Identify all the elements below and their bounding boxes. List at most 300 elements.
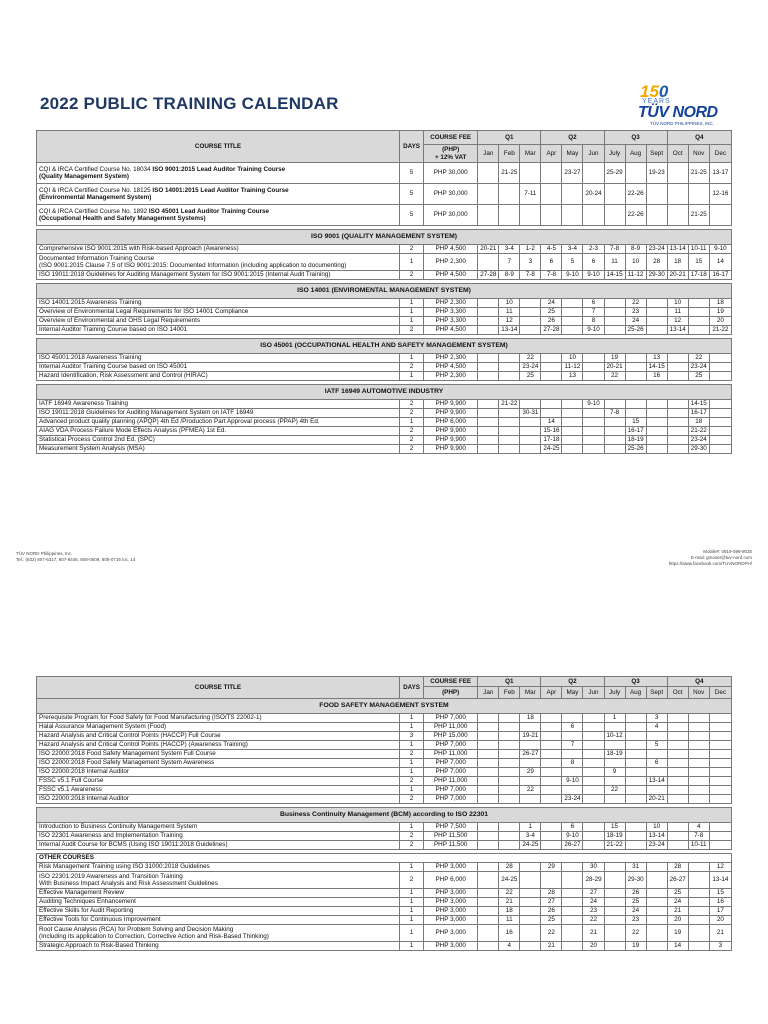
schedule-cell: 24-25: [499, 872, 520, 889]
schedule-cell: [667, 832, 688, 841]
course-title-text: Internal Auditor Training Course based on ISO 45001: [39, 363, 188, 371]
course-row: [37, 317, 732, 326]
schedule-cell: 15: [709, 889, 731, 898]
course-title-text: ISO 19011:2018 Guidelines for Auditing Management System on IATF 16949: [39, 409, 254, 417]
schedule-cell: [562, 184, 583, 205]
days-cell: 1: [400, 354, 424, 363]
schedule-cell: 23: [625, 308, 646, 317]
schedule-cell: [646, 317, 667, 326]
schedule-cell: [499, 750, 520, 759]
schedule-cell: [499, 759, 520, 768]
course-row: [37, 759, 732, 768]
course-title-line2: (ISO 9001:2015 Clause 7.5 of ISO 9001:2015: Documented Information (including application to documenting): [39, 262, 347, 269]
month-header: Dec: [709, 145, 731, 163]
schedule-cell: 22: [520, 786, 541, 795]
days-cell: 2: [400, 409, 424, 418]
course-title-cell: [37, 254, 400, 271]
schedule-cell: [604, 418, 625, 427]
schedule-cell: 18-19: [625, 436, 646, 445]
schedule-cell: [541, 205, 562, 226]
days-cell: 1: [400, 863, 424, 872]
schedule-cell: [541, 768, 562, 777]
schedule-cell: 25: [688, 372, 709, 381]
schedule-cell: 8: [562, 759, 583, 768]
course-title-text: CQI & IRCA Certified Course No. 18125: [39, 186, 153, 194]
fee-cell: PHP 11,500: [424, 841, 478, 850]
month-header: Apr: [541, 687, 562, 699]
schedule-cell: 23-27: [562, 163, 583, 184]
schedule-cell: [583, 418, 604, 427]
schedule-cell: [604, 445, 625, 454]
schedule-cell: [646, 872, 667, 889]
schedule-cell: 11: [499, 916, 520, 925]
schedule-cell: [499, 354, 520, 363]
schedule-cell: [709, 732, 731, 741]
course-row: [37, 872, 732, 889]
course-title-cell: [37, 205, 400, 226]
schedule-cell: [709, 795, 731, 804]
schedule-cell: [583, 786, 604, 795]
course-title-text: IATF 16949 Awareness Training: [39, 400, 129, 408]
course-row: [37, 363, 732, 372]
course-title-text: Auditing Techniques Enhancement: [39, 898, 136, 906]
schedule-cell: [604, 326, 625, 335]
schedule-cell: [604, 942, 625, 951]
days-header: DAYS: [400, 677, 424, 699]
schedule-cell: [499, 777, 520, 786]
schedule-cell: [688, 732, 709, 741]
course-title-cell: [37, 714, 400, 723]
schedule-cell: 7-8: [688, 832, 709, 841]
schedule-cell: 19: [625, 942, 646, 951]
schedule-cell: [583, 841, 604, 850]
course-row: [37, 786, 732, 795]
fee-cell: PHP 3,000: [424, 889, 478, 898]
schedule-cell: [520, 163, 541, 184]
schedule-cell: [667, 723, 688, 732]
schedule-cell: 9-10: [583, 271, 604, 280]
schedule-cell: [562, 786, 583, 795]
section-header-row: [37, 284, 732, 299]
schedule-cell: 24: [583, 898, 604, 907]
schedule-cell: [562, 750, 583, 759]
days-cell: 1: [400, 768, 424, 777]
schedule-cell: 20-21: [604, 363, 625, 372]
schedule-cell: 3: [520, 254, 541, 271]
course-title-text: Measurement System Analysis (MSA): [39, 445, 145, 453]
month-header: Feb: [499, 145, 520, 163]
schedule-cell: [478, 184, 499, 205]
schedule-cell: [604, 400, 625, 409]
schedule-cell: [583, 832, 604, 841]
course-row: [37, 795, 732, 804]
schedule-cell: [478, 317, 499, 326]
schedule-cell: [667, 445, 688, 454]
month-header: Nov: [688, 145, 709, 163]
schedule-cell: [562, 317, 583, 326]
fee-cell: PHP 7,000: [424, 759, 478, 768]
fee-cell: PHP 3,000: [424, 942, 478, 951]
schedule-cell: [646, 898, 667, 907]
month-header: Dec: [709, 687, 731, 699]
schedule-cell: [562, 863, 583, 872]
schedule-cell: [604, 205, 625, 226]
course-title-text: ISO 22000:2018 Food Safety Management System Awareness: [39, 759, 215, 767]
schedule-cell: [499, 723, 520, 732]
schedule-cell: 9-10: [562, 777, 583, 786]
schedule-cell: [709, 205, 731, 226]
course-row: [37, 768, 732, 777]
schedule-cell: 13-14: [499, 326, 520, 335]
footer-facebook-link[interactable]: https://www.facebook.com/TUVNORDPH/: [668, 561, 752, 566]
schedule-cell: [625, 372, 646, 381]
course-title-text: AIAG VDA Process Failure Mode Effects Analysis (PFMEA) 1st Ed.: [39, 427, 227, 435]
month-header: Aug: [625, 145, 646, 163]
schedule-cell: [520, 907, 541, 916]
fee-cell: PHP 30,000: [424, 163, 478, 184]
fee-cell: PHP 30,000: [424, 184, 478, 205]
days-cell: 2: [400, 777, 424, 786]
schedule-cell: 12: [709, 863, 731, 872]
schedule-cell: [709, 400, 731, 409]
schedule-cell: [688, 863, 709, 872]
schedule-cell: [478, 308, 499, 317]
course-title-cell: [37, 418, 400, 427]
course-title-cell: [37, 400, 400, 409]
fee-cell: PHP 3,000: [424, 907, 478, 916]
days-cell: 1: [400, 823, 424, 832]
course-row: [37, 308, 732, 317]
schedule-cell: [562, 768, 583, 777]
schedule-cell: 27-28: [541, 326, 562, 335]
schedule-cell: 9-10: [562, 832, 583, 841]
schedule-cell: [541, 732, 562, 741]
schedule-cell: 25-29: [604, 163, 625, 184]
schedule-cell: [478, 409, 499, 418]
days-header: DAYS: [400, 131, 424, 163]
schedule-cell: 6: [646, 759, 667, 768]
course-title-cell: [37, 750, 400, 759]
schedule-cell: 7-8: [541, 271, 562, 280]
course-title-cell: [37, 163, 400, 184]
schedule-cell: [478, 841, 499, 850]
days-cell: 2: [400, 400, 424, 409]
schedule-cell: 7-11: [520, 184, 541, 205]
schedule-cell: [688, 898, 709, 907]
schedule-cell: 21: [583, 925, 604, 942]
schedule-cell: [604, 795, 625, 804]
schedule-cell: 21-25: [688, 205, 709, 226]
course-title-cell: [37, 872, 400, 889]
days-cell: 2: [400, 795, 424, 804]
schedule-cell: [688, 741, 709, 750]
schedule-cell: [688, 768, 709, 777]
schedule-cell: 21: [499, 898, 520, 907]
schedule-cell: [562, 942, 583, 951]
schedule-cell: 13-14: [667, 245, 688, 254]
course-title-cell: [37, 372, 400, 381]
course-row: [37, 445, 732, 454]
schedule-cell: [583, 741, 604, 750]
schedule-cell: [478, 714, 499, 723]
schedule-cell: 20-21: [667, 271, 688, 280]
schedule-cell: 17-18: [541, 436, 562, 445]
course-title-text: Halal Assurance Management System (Food): [39, 723, 167, 731]
schedule-cell: 1: [520, 823, 541, 832]
schedule-cell: [667, 418, 688, 427]
course-title-cell: [37, 889, 400, 898]
fee-cell: PHP 15,000: [424, 732, 478, 741]
schedule-cell: [520, 741, 541, 750]
course-title-cell: [37, 427, 400, 436]
schedule-cell: 7-8: [604, 245, 625, 254]
schedule-cell: [478, 889, 499, 898]
section-title: ISO 45001 (OCCUPATIONAL HEALTH AND SAFETY MANAGEMENT SYSTEM): [37, 339, 732, 354]
course-title-text: Strategic Approach to Risk-Based Thinking: [39, 942, 159, 950]
course-title-cell: [37, 354, 400, 363]
schedule-cell: 25: [625, 898, 646, 907]
schedule-cell: [667, 786, 688, 795]
schedule-cell: 2-3: [583, 245, 604, 254]
schedule-cell: [562, 889, 583, 898]
schedule-cell: [499, 372, 520, 381]
fee-cell: PHP 4,500: [424, 245, 478, 254]
schedule-cell: 24-25: [520, 841, 541, 850]
schedule-cell: [688, 299, 709, 308]
schedule-cell: [583, 409, 604, 418]
schedule-cell: 6: [562, 723, 583, 732]
schedule-cell: 6: [583, 254, 604, 271]
fee-cell: PHP 9,900: [424, 436, 478, 445]
schedule-cell: 19-23: [646, 163, 667, 184]
footer-email[interactable]: E-mail: gmoser@tuv-nord.com: [690, 555, 752, 560]
schedule-cell: [520, 759, 541, 768]
schedule-cell: 18: [709, 299, 731, 308]
schedule-cell: [709, 750, 731, 759]
schedule-cell: [625, 409, 646, 418]
course-title-text: Overview of Environmental Legal Requirements for ISO 14001 Compliance: [39, 308, 249, 316]
schedule-cell: [604, 723, 625, 732]
schedule-cell: 23: [625, 916, 646, 925]
schedule-cell: [499, 427, 520, 436]
schedule-cell: [499, 363, 520, 372]
fee-cell: PHP 2,300: [424, 299, 478, 308]
schedule-cell: [541, 872, 562, 889]
schedule-cell: 29-30: [688, 445, 709, 454]
month-header: Jan: [478, 145, 499, 163]
course-title-cell: [37, 907, 400, 916]
schedule-cell: [688, 925, 709, 942]
fee-cell: PHP 7,000: [424, 795, 478, 804]
course-title-cell: [37, 436, 400, 445]
fee-cell: PHP 3,000: [424, 863, 478, 872]
days-cell: 2: [400, 750, 424, 759]
schedule-cell: [709, 427, 731, 436]
schedule-cell: 14-15: [604, 271, 625, 280]
days-cell: 1: [400, 317, 424, 326]
schedule-cell: [583, 354, 604, 363]
schedule-cell: 3: [709, 942, 731, 951]
schedule-cell: 15: [625, 418, 646, 427]
schedule-cell: [688, 759, 709, 768]
schedule-cell: 22: [604, 786, 625, 795]
schedule-cell: [583, 768, 604, 777]
schedule-cell: 3: [646, 714, 667, 723]
schedule-cell: [667, 184, 688, 205]
schedule-cell: [646, 427, 667, 436]
schedule-cell: [604, 872, 625, 889]
schedule-cell: [583, 436, 604, 445]
schedule-cell: 24: [541, 299, 562, 308]
fee-header-line1: COURSE FEE: [424, 131, 478, 145]
schedule-cell: [541, 714, 562, 723]
schedule-cell: [478, 832, 499, 841]
fee-cell: PHP 7,000: [424, 768, 478, 777]
schedule-cell: 11-12: [625, 271, 646, 280]
schedule-cell: 19: [709, 308, 731, 317]
schedule-cell: 28: [646, 254, 667, 271]
schedule-cell: 27: [541, 898, 562, 907]
fee-cell: PHP 2,300: [424, 372, 478, 381]
schedule-cell: 18: [667, 254, 688, 271]
schedule-cell: 20: [709, 916, 731, 925]
schedule-cell: 13-17: [709, 163, 731, 184]
schedule-cell: [520, 205, 541, 226]
schedule-cell: [646, 786, 667, 795]
days-cell: 2: [400, 326, 424, 335]
schedule-cell: [688, 872, 709, 889]
schedule-cell: 12: [667, 317, 688, 326]
schedule-cell: [688, 184, 709, 205]
schedule-cell: 26-27: [562, 841, 583, 850]
fee-cell: PHP 7,000: [424, 741, 478, 750]
schedule-cell: 9-10: [583, 400, 604, 409]
schedule-cell: [667, 741, 688, 750]
course-title-text: Prerequisite Program for Food Safety for Food Manufacturing (ISO/TS 22002-1): [39, 714, 262, 722]
fee-cell: PHP 3,000: [424, 916, 478, 925]
schedule-cell: [688, 942, 709, 951]
schedule-cell: [541, 163, 562, 184]
schedule-cell: 1: [604, 714, 625, 723]
schedule-cell: [625, 768, 646, 777]
month-header: Feb: [499, 687, 520, 699]
schedule-cell: [541, 363, 562, 372]
schedule-cell: [688, 786, 709, 795]
schedule-cell: [688, 907, 709, 916]
schedule-cell: 13: [562, 372, 583, 381]
section-header-row: [37, 699, 732, 714]
schedule-cell: [625, 714, 646, 723]
schedule-cell: [520, 400, 541, 409]
fee-header-line2: (PHP): [424, 687, 478, 699]
schedule-cell: [709, 363, 731, 372]
schedule-cell: 21-25: [688, 163, 709, 184]
schedule-cell: [562, 872, 583, 889]
schedule-cell: [520, 872, 541, 889]
schedule-cell: [667, 400, 688, 409]
schedule-cell: [625, 741, 646, 750]
days-cell: 1: [400, 714, 424, 723]
schedule-cell: [499, 823, 520, 832]
schedule-cell: [541, 795, 562, 804]
schedule-cell: [541, 372, 562, 381]
schedule-cell: [478, 863, 499, 872]
schedule-cell: [604, 889, 625, 898]
schedule-cell: [562, 436, 583, 445]
schedule-cell: 12: [499, 317, 520, 326]
logo-years-label: YEARS: [642, 98, 671, 105]
schedule-cell: [646, 436, 667, 445]
schedule-cell: [583, 163, 604, 184]
schedule-cell: [625, 400, 646, 409]
schedule-cell: 22: [541, 925, 562, 942]
schedule-cell: [667, 714, 688, 723]
schedule-cell: [583, 363, 604, 372]
schedule-cell: [520, 317, 541, 326]
days-cell: 1: [400, 759, 424, 768]
schedule-cell: [499, 205, 520, 226]
schedule-cell: [688, 723, 709, 732]
course-row: [37, 409, 732, 418]
section-header-row: [37, 230, 732, 245]
course-row: [37, 777, 732, 786]
schedule-cell: [562, 445, 583, 454]
schedule-cell: 14: [667, 942, 688, 951]
schedule-cell: [583, 777, 604, 786]
quarter-header: Q3: [604, 131, 667, 145]
course-title-cell: [37, 184, 400, 205]
month-header: Nov: [688, 687, 709, 699]
schedule-cell: [562, 299, 583, 308]
schedule-cell: 4-5: [541, 245, 562, 254]
schedule-cell: [478, 445, 499, 454]
schedule-cell: 22: [688, 354, 709, 363]
schedule-cell: 10-12: [604, 732, 625, 741]
schedule-cell: 8-9: [625, 245, 646, 254]
quarter-header: Q1: [478, 131, 541, 145]
schedule-cell: [478, 759, 499, 768]
schedule-cell: [541, 841, 562, 850]
fee-cell: PHP 7,000: [424, 786, 478, 795]
footer-telephone: Tel.: (632) 807-6317, 807-8446, 809-0509, 809-0716 loc. 14: [16, 557, 136, 562]
course-title-cell: [37, 795, 400, 804]
schedule-cell: [604, 741, 625, 750]
schedule-cell: 5: [562, 254, 583, 271]
course-title-text: Hazard Analysis and Critical Control Points (HACCP) Full Course: [39, 732, 221, 740]
course-row: [37, 245, 732, 254]
course-title-cell: [37, 308, 400, 317]
quarter-header: Q2: [541, 677, 604, 687]
schedule-cell: [667, 205, 688, 226]
fee-cell: PHP 7,500: [424, 823, 478, 832]
schedule-cell: [478, 400, 499, 409]
course-title-text: Advanced product quality planning (APQP) 4th Ed /Production Part Approval process (PPAP) 4th Ed.: [39, 418, 320, 426]
schedule-cell: 17: [709, 907, 731, 916]
days-cell: 1: [400, 741, 424, 750]
training-calendar-table-1: [36, 130, 732, 454]
days-cell: 1: [400, 942, 424, 951]
schedule-cell: [520, 795, 541, 804]
schedule-cell: [604, 863, 625, 872]
section-header-row: [37, 339, 732, 354]
schedule-cell: [520, 916, 541, 925]
days-cell: 1: [400, 418, 424, 427]
schedule-cell: [478, 372, 499, 381]
course-row: [37, 354, 732, 363]
schedule-cell: [625, 823, 646, 832]
course-row: [37, 823, 732, 832]
course-row: [37, 372, 732, 381]
